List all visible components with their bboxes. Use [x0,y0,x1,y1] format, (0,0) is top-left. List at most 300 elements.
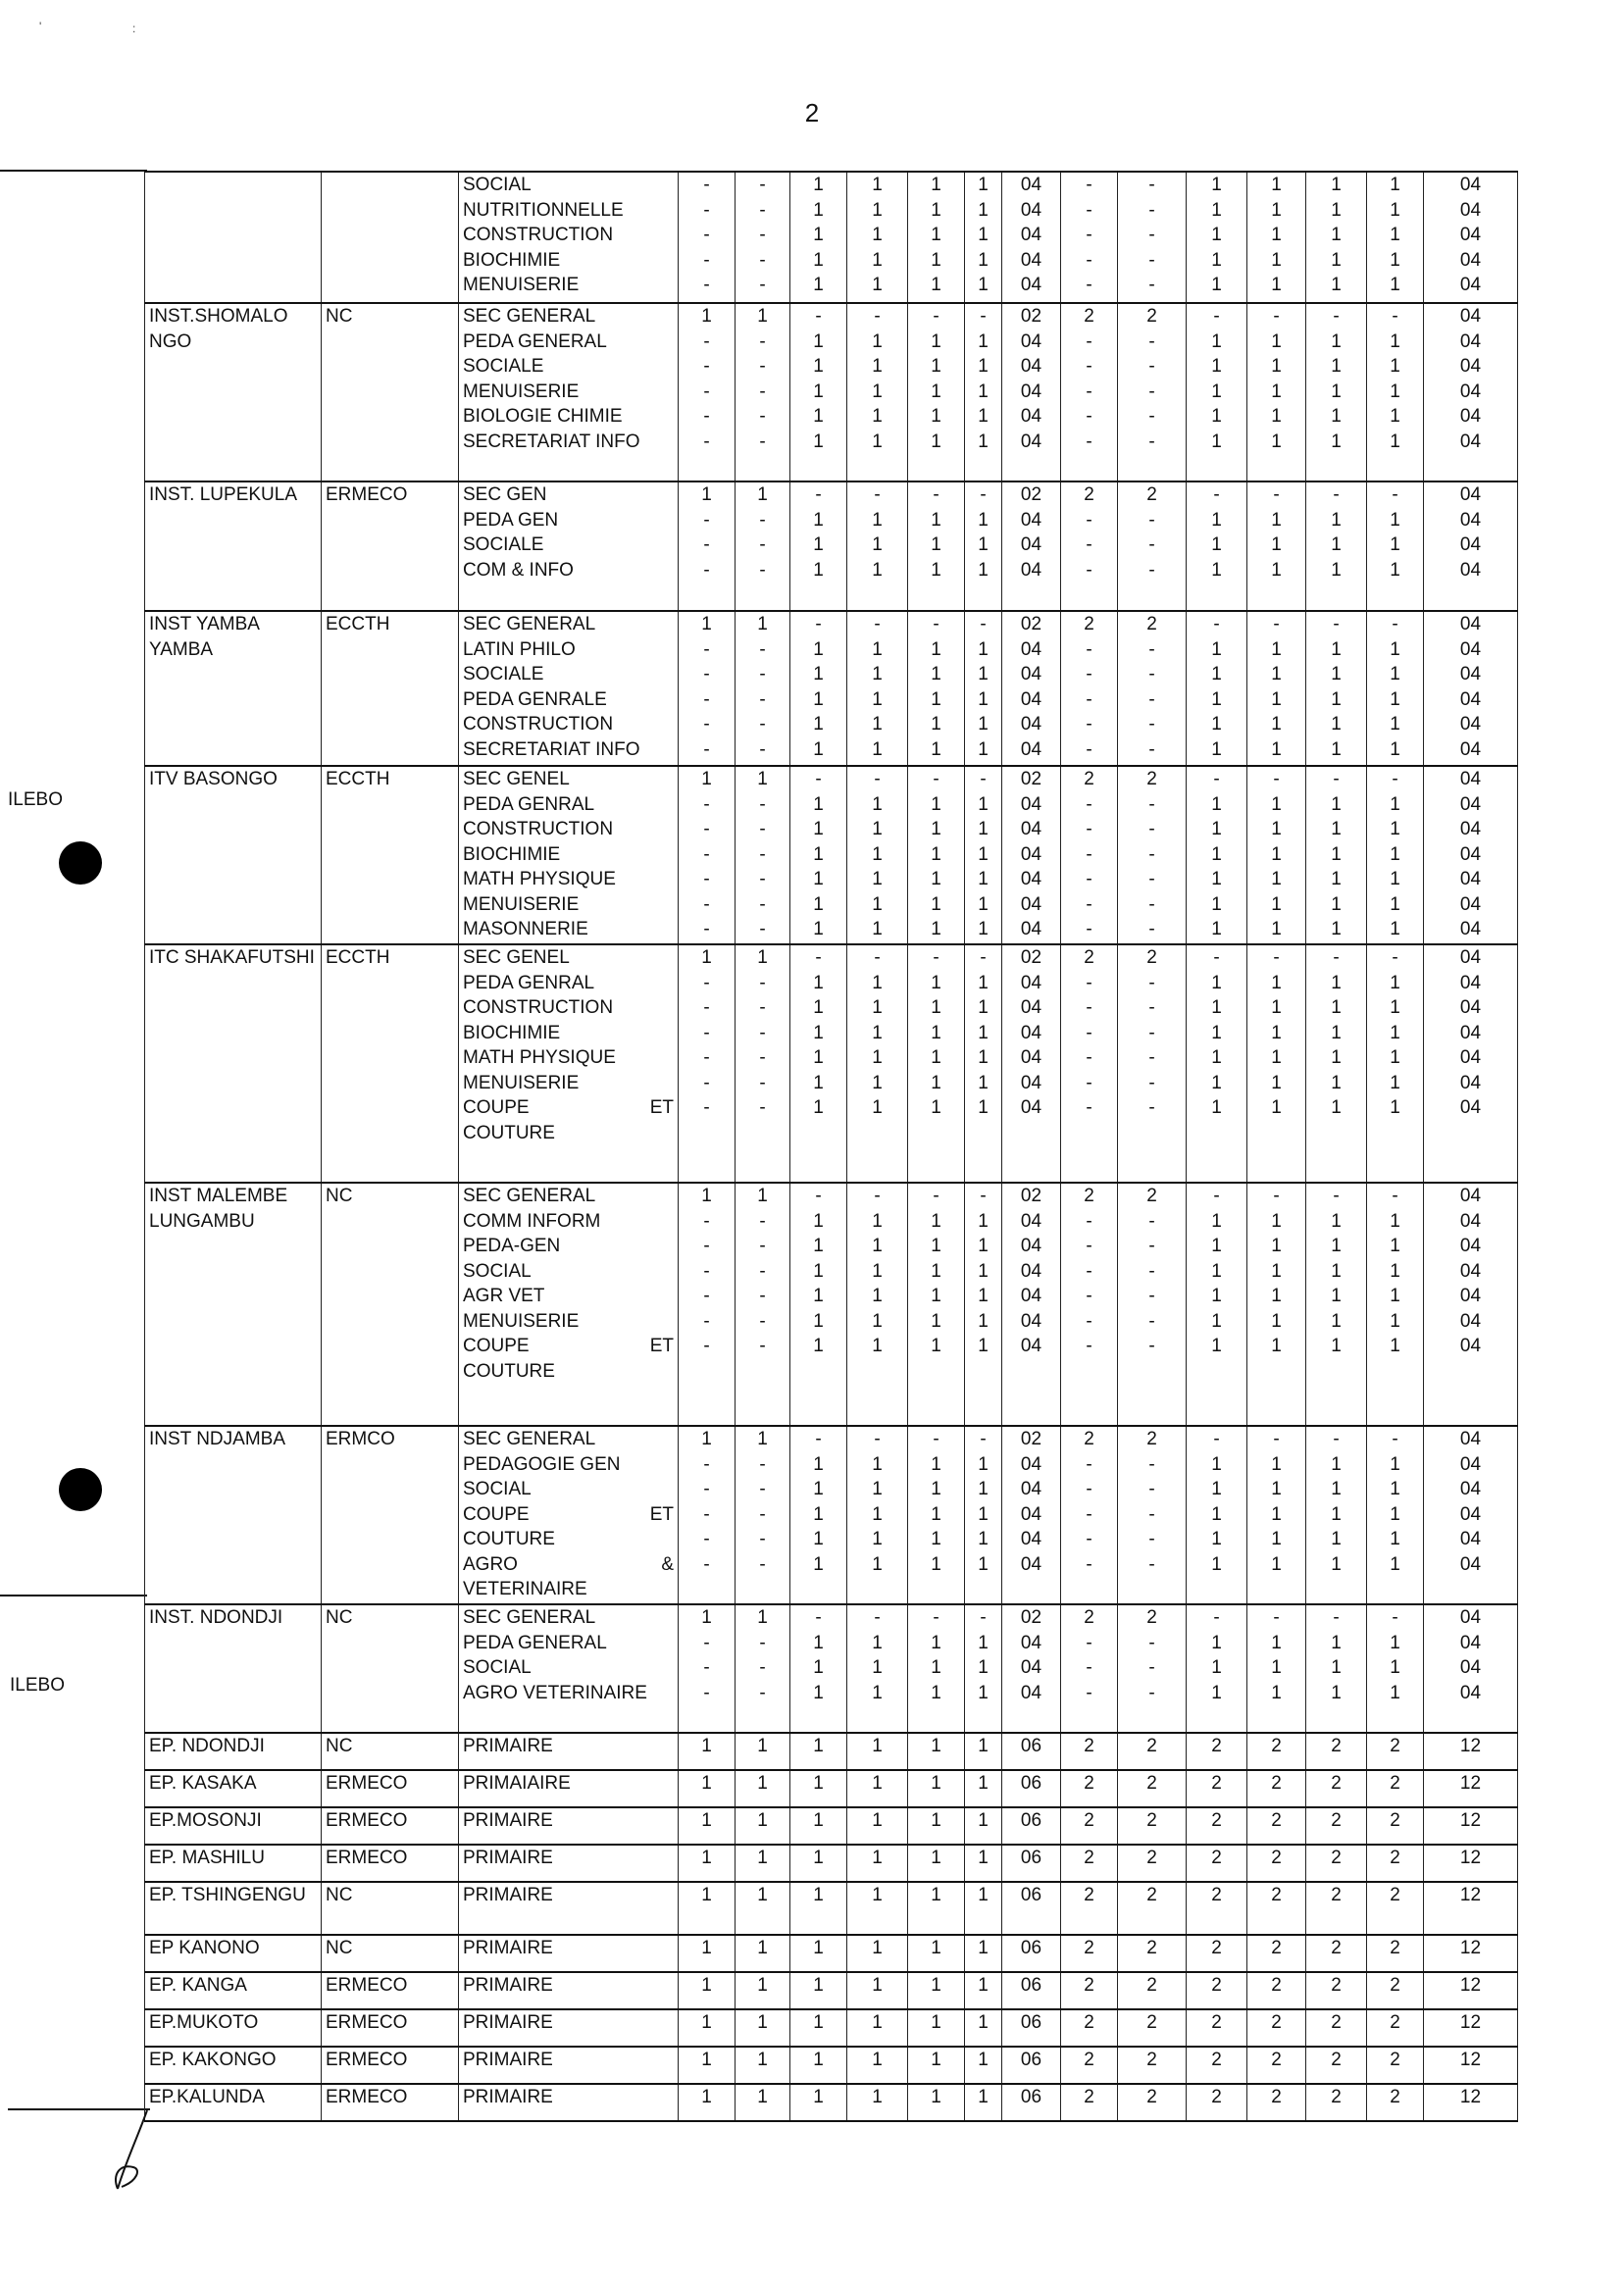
specialty-label: COMM INFORM [463,1210,601,1232]
value-cell: 2 - - - [1061,1604,1118,1733]
specialty-label: BIOCHIMIE [463,843,561,865]
specialty-label: MENUISERIE [463,380,580,402]
value-cell: 1 - - - [679,1604,736,1733]
value-cell: - 1 1 1 1 1 [790,303,847,481]
value-cell: - 1 1 1 1 1 1 [1306,1183,1367,1426]
specialties-cell [459,766,679,944]
value-cell: 06 [1002,1770,1061,1807]
value-cell: - 1 1 1 [908,481,965,611]
management-cell: NC [322,1882,459,1935]
value-cell: - 1 1 1 1 1 [1367,611,1424,766]
value-cell: 12 [1424,2009,1518,2047]
value-cell: - - - - - [736,172,790,303]
specialty-label: PEDA GENRALE [463,688,607,710]
value-cell: 04 04 04 04 04 04 04 [1424,1183,1518,1426]
value-cell: 2 [1306,1807,1367,1845]
specialty-label: COM & INFO [463,559,574,581]
value-cell: 1 1 1 1 1 [1306,172,1367,303]
value-cell: 1 [736,1935,790,1972]
value-cell: 2 - - - - - - [1061,1183,1118,1426]
school-name-cell: EP. TSHINGENGU [145,1882,322,1935]
value-cell: 12 [1424,1845,1518,1882]
value-cell: 06 [1002,1935,1061,1972]
value-cell: 1 [965,1770,1002,1807]
value-cell: 12 [1424,1807,1518,1845]
value-cell: 06 [1002,1845,1061,1882]
value-cell: - 1 1 1 1 1 1 [965,944,1002,1183]
school-name-cell: EP. KASAKA [145,1770,322,1807]
value-cell: 1 [736,1770,790,1807]
value-cell: 2 [1306,2009,1367,2047]
specialties-cell [459,1426,679,1604]
specialty-label: PRIMAIAIRE [463,1773,571,1794]
table-row [145,1770,1518,1807]
value-cell: 04 04 04 04 04 04 [1424,303,1518,481]
value-cell: 2 [1247,1935,1306,1972]
specialty-label: PRIMAIRE [463,2087,553,2107]
specialty-label: PRIMAIRE [463,1848,553,1868]
value-cell: 2 [1061,1882,1118,1935]
value-cell: 2 [1247,1807,1306,1845]
management-cell: ERMECO [322,2047,459,2084]
management-cell: ERMECO [322,2009,459,2047]
specialty-label: CONSTRUCTION [463,225,614,245]
value-cell: 1 - - - - - - [679,944,736,1183]
value-cell: 1 1 1 1 1 [790,172,847,303]
value-cell: 1 [736,1972,790,2009]
value-cell: 2 [1306,2047,1367,2084]
value-cell: 1 [790,1972,847,2009]
value-cell: 1 [847,1882,908,1935]
territory-label: ILEBO [10,1675,65,1696]
table-row [145,1183,1518,1426]
specialty-label: PRIMAIRE [463,1938,553,1958]
schools-table [144,171,1518,2122]
value-cell: 04 04 04 04 04 04 04 [1424,766,1518,944]
value-cell: 2 [1247,1882,1306,1935]
school-name-cell: EP. KAKONGO [145,2047,322,2084]
value-cell: 2 [1306,2084,1367,2121]
specialty-label: SOCIAL [463,1479,532,1499]
specialties-cell [459,303,679,481]
value-cell: 12 [1424,2047,1518,2084]
value-cell: 1 [736,1882,790,1935]
table-row [145,944,1518,1183]
specialty-label: COUPE ET [463,1097,674,1118]
management-cell: NC [322,1733,459,1770]
value-cell: - 1 1 1 1 1 [1367,303,1424,481]
value-cell: - 1 1 1 1 1 [965,1426,1002,1604]
specialty-label: SECRETARIAT INFO [463,738,640,760]
value-cell: 1 [908,2047,965,2084]
value-cell: 2 [1367,1845,1424,1882]
management-cell: ERMECO [322,1972,459,2009]
value-cell: 2 [1061,2047,1118,2084]
value-cell: - 1 1 1 [1306,481,1367,611]
value-cell: 2 [1061,2009,1118,2047]
specialty-label: SEC GEN [463,484,547,505]
specialties-cell [459,2009,679,2047]
value-cell: - 1 1 1 [1187,481,1247,611]
value-cell: 1 [965,1733,1002,1770]
specialty-label: PEDAGOGIE GEN [463,1453,621,1475]
value-cell: 2 [1367,1770,1424,1807]
management-cell: ERMECO [322,1770,459,1807]
value-cell: 1 1 1 1 1 [965,172,1002,303]
specialties-cell [459,1770,679,1807]
value-cell: 1 - - - - - [679,303,736,481]
value-cell: - 1 1 1 1 1 1 [790,1183,847,1426]
value-cell: - 1 1 1 [847,1604,908,1733]
value-cell: 1 [965,1882,1002,1935]
school-name-cell: EP. KANGA [145,1972,322,2009]
value-cell: - 1 1 1 1 1 [1367,1426,1424,1604]
value-cell: 2 [1247,2009,1306,2047]
value-cell: - 1 1 1 [1367,481,1424,611]
management-cell: ERMECO [322,1845,459,1882]
value-cell: - 1 1 1 [790,481,847,611]
value-cell: - 1 1 1 [1306,1604,1367,1733]
value-cell: 2 [1187,1882,1247,1935]
value-cell: 04 04 04 04 04 [1002,172,1061,303]
value-cell: 02 04 04 04 [1002,1604,1061,1733]
table-row [145,303,1518,481]
value-cell: 1 [965,1807,1002,1845]
specialty-label: VETERINAIRE [463,1579,587,1599]
value-cell: 1 [847,1770,908,1807]
specialty-label: SOCIAL [463,1657,532,1678]
specialty-label: CONSTRUCTION [463,714,614,735]
value-cell: 1 [790,2084,847,2121]
value-cell: 1 [965,2009,1002,2047]
value-cell: 2 [1118,1845,1187,1882]
value-cell: 2 [1118,2084,1187,2121]
left-rule [0,170,147,172]
specialty-label: SOCIALE [463,356,544,377]
value-cell: 2 [1247,1770,1306,1807]
value-cell: 1 - - - [736,1604,790,1733]
value-cell: - 1 1 1 1 1 1 [847,766,908,944]
value-cell: 04 04 04 04 04 04 [1424,611,1518,766]
table-row [145,1845,1518,1882]
school-name-cell: EP.KALUNDA [145,2084,322,2121]
scan-mark: : [132,22,136,35]
specialty-label: MASONNERIE [463,919,588,939]
management-cell: ECCTH [322,944,459,1183]
value-cell: 1 [847,1935,908,1972]
value-cell: 1 [965,2047,1002,2084]
value-cell: 2 [1061,1845,1118,1882]
value-cell: 1 [679,2047,736,2084]
punch-hole [59,841,102,885]
value-cell: - 1 1 1 [1247,481,1306,611]
management-cell: ERMECO [322,1807,459,1845]
specialties-cell [459,1882,679,1935]
value-cell: 1 [790,2047,847,2084]
value-cell: 1 [790,1845,847,1882]
specialty-label: BIOLOGIE CHIMIE [463,406,623,427]
value-cell: 2 - - - - - - [1118,1183,1187,1426]
value-cell: 1 [679,1733,736,1770]
value-cell: - 1 1 1 1 1 [1247,611,1306,766]
table-row [145,481,1518,611]
value-cell: 04 04 04 04 [1424,1604,1518,1733]
value-cell: 04 04 04 04 [1424,481,1518,611]
management-cell [322,172,459,303]
value-cell: 1 - - - - - [736,611,790,766]
specialty-label: SEC GENERAL [463,1607,596,1628]
value-cell: 2 - - - - - - [1061,944,1118,1183]
value-cell: 2 [1187,1845,1247,1882]
value-cell: 2 [1061,1972,1118,2009]
value-cell: 1 [965,1935,1002,1972]
value-cell: - 1 1 1 1 1 [1247,1426,1306,1604]
value-cell: - 1 1 1 1 1 1 [1306,766,1367,944]
specialties-cell [459,1733,679,1770]
table-row [145,766,1518,944]
value-cell: - 1 1 1 1 1 [1306,303,1367,481]
table-row [145,1807,1518,1845]
value-cell: 1 [908,1845,965,1882]
value-cell: 02 04 04 04 04 04 [1002,611,1061,766]
value-cell: - 1 1 1 1 1 1 [790,766,847,944]
value-cell: - 1 1 1 1 1 [908,303,965,481]
value-cell: 2 [1247,2084,1306,2121]
value-cell: 02 04 04 04 [1002,481,1061,611]
value-cell: 1 [736,1845,790,1882]
value-cell: 1 [679,1770,736,1807]
management-cell: ERMECO [322,481,459,611]
value-cell: - 1 1 1 [1367,1604,1424,1733]
value-cell: 2 [1187,1935,1247,1972]
value-cell: 1 [908,1770,965,1807]
value-cell: 1 [908,1935,965,1972]
value-cell: 1 - - - [736,481,790,611]
value-cell: 1 [679,1845,736,1882]
specialties-cell [459,1183,679,1426]
value-cell: 1 [847,1807,908,1845]
value-cell: 1 [679,2009,736,2047]
school-name-cell: ITV BASONGO [145,766,322,944]
value-cell: 06 [1002,2047,1061,2084]
value-cell: 1 - - - - - [679,1426,736,1604]
punch-hole [59,1468,102,1511]
value-cell: - 1 1 1 1 1 [790,611,847,766]
specialties-cell [459,2047,679,2084]
territory-label: ILEBO [8,789,63,810]
value-cell: - 1 1 1 [965,481,1002,611]
specialty-label: SEC GENERAL [463,1429,596,1449]
value-cell: - 1 1 1 1 1 [1187,303,1247,481]
value-cell: 06 [1002,1733,1061,1770]
value-cell: 1 [847,1845,908,1882]
value-cell: 2 [1118,1935,1187,1972]
specialty-label: PRIMAIRE [463,1736,553,1756]
specialty-label: SOCIAL [463,1260,532,1282]
value-cell: - 1 1 1 [965,1604,1002,1733]
value-cell: 2 [1187,2047,1247,2084]
value-cell: 1 [908,1807,965,1845]
table-row [145,1935,1518,1972]
specialties-cell [459,1935,679,1972]
management-cell: NC [322,303,459,481]
specialty-label: PRIMAIRE [463,1885,553,1905]
value-cell: - 1 1 1 1 1 [1306,1426,1367,1604]
value-cell: 1 [736,1807,790,1845]
value-cell: 1 1 1 1 1 [1367,172,1424,303]
value-cell: 1 [736,1733,790,1770]
value-cell: 2 [1118,1770,1187,1807]
value-cell: 1 1 1 1 1 [908,172,965,303]
value-cell: 2 [1247,1733,1306,1770]
specialty-label: LATIN PHILO [463,638,576,660]
specialty-label: MATH PHYSIQUE [463,1047,616,1068]
table-row [145,1882,1518,1935]
value-cell: - - - - - [679,172,736,303]
value-cell: 2 - - - - - [1061,1426,1118,1604]
table-row [145,611,1518,766]
specialties-cell [459,2084,679,2121]
value-cell: - 1 1 1 1 1 [908,611,965,766]
specialty-label: SEC GENERAL [463,306,596,327]
value-cell: 12 [1424,1882,1518,1935]
value-cell: - 1 1 1 [1247,1604,1306,1733]
value-cell: 1 [847,2009,908,2047]
value-cell: 1 - - - [679,481,736,611]
table-row [145,1604,1518,1733]
value-cell: 2 [1187,1972,1247,2009]
value-cell: 2 - - - - - [1118,611,1187,766]
specialty-label: BIOCHIMIE [463,1022,561,1043]
value-cell: 2 [1118,1807,1187,1845]
school-name-cell: EP.MOSONJI [145,1807,322,1845]
table-row [145,1972,1518,2009]
value-cell: 2 [1367,2009,1424,2047]
specialty-label: PEDA GENERAL [463,330,607,352]
specialty-label: AGRO & [463,1553,674,1575]
value-cell: 1 1 1 1 1 [847,172,908,303]
specialty-label: PEDA-GEN [463,1236,561,1256]
school-name-cell: INST.SHOMALO NGO [145,303,322,481]
value-cell: 1 [790,1935,847,1972]
signature-mark [108,2108,167,2197]
value-cell: 2 [1306,1733,1367,1770]
specialty-label: MENUISERIE [463,1072,580,1093]
specialty-label: COUTURE [463,1529,555,1549]
table-row [145,2084,1518,2121]
value-cell: - 1 1 1 1 1 1 [790,944,847,1183]
value-cell: 12 [1424,1972,1518,2009]
specialties-cell [459,172,679,303]
value-cell: 02 04 04 04 04 04 [1002,1426,1061,1604]
value-cell: 2 [1187,1807,1247,1845]
value-cell: 02 04 04 04 04 04 04 [1002,944,1061,1183]
school-name-cell: INST. LUPEKULA [145,481,322,611]
specialty-label: SECRETARIAT INFO [463,431,640,452]
value-cell: 2 [1061,1935,1118,1972]
specialty-label: MENUISERIE [463,1310,580,1332]
specialty-label: SEC GENEL [463,769,570,789]
value-cell: 2 [1187,2084,1247,2121]
value-cell: 1 [736,2047,790,2084]
value-cell: 1 [908,1972,965,2009]
specialty-label: AGR VET [463,1286,545,1306]
page-number: 2 [804,98,820,127]
value-cell: 2 [1367,1972,1424,2009]
school-name-cell: EP. NDONDJI [145,1733,322,1770]
specialties-cell [459,611,679,766]
value-cell: 2 [1061,1770,1118,1807]
value-cell: 2 [1118,2047,1187,2084]
value-cell: 1 [908,1882,965,1935]
value-cell: 2 [1118,1972,1187,2009]
value-cell: 2 [1306,1935,1367,1972]
value-cell: - 1 1 1 1 1 1 [1247,944,1306,1183]
table-row [145,2009,1518,2047]
value-cell: - 1 1 1 1 1 [1247,303,1306,481]
value-cell: 2 - - - - - [1118,303,1187,481]
specialty-label: MATH PHYSIQUE [463,869,616,889]
value-cell: 1 [847,2084,908,2121]
school-name-cell [145,172,322,303]
value-cell: 1 [679,1935,736,1972]
specialty-label: PEDA GENRAL [463,972,595,993]
value-cell: 12 [1424,1770,1518,1807]
value-cell: 06 [1002,2084,1061,2121]
value-cell: 2 - - - [1118,1604,1187,1733]
value-cell: - 1 1 1 1 1 1 [847,944,908,1183]
value-cell: 12 [1424,2084,1518,2121]
scan-mark: ' [39,20,42,33]
specialty-label: SOCIAL [463,175,532,195]
school-name-cell: EP.MUKOTO [145,2009,322,2047]
value-cell: 1 [736,2084,790,2121]
value-cell: - 1 1 1 1 1 1 [1247,1183,1306,1426]
value-cell: - 1 1 1 1 1 [847,303,908,481]
value-cell: 1 [679,1972,736,2009]
value-cell: - 1 1 1 1 1 1 [1367,1183,1424,1426]
management-cell: ECCTH [322,611,459,766]
value-cell: 04 04 04 04 04 [1424,172,1518,303]
value-cell: - 1 1 1 1 1 [1306,611,1367,766]
value-cell: 12 [1424,1733,1518,1770]
management-cell: ERMECO [322,2084,459,2121]
value-cell: 1 - - - - - [736,303,790,481]
value-cell: 2 - - - - - [1061,303,1118,481]
value-cell: - 1 1 1 1 1 1 [1367,766,1424,944]
specialties-cell [459,481,679,611]
specialty-label: CONSTRUCTION [463,819,614,839]
value-cell: 1 [965,2084,1002,2121]
value-cell: 1 [908,1733,965,1770]
school-name-cell: EP. MASHILU [145,1845,322,1882]
value-cell: 2 [1367,1935,1424,1972]
value-cell: - 1 1 1 [908,1604,965,1733]
value-cell: 1 [847,2047,908,2084]
management-cell: NC [322,1183,459,1426]
specialty-label: SEC GENERAL [463,614,596,634]
value-cell: 06 [1002,1807,1061,1845]
value-cell: 02 04 04 04 04 04 04 [1002,766,1061,944]
specialty-label: SEC GENERAL [463,1186,596,1206]
value-cell: 2 [1118,1733,1187,1770]
value-cell: 1 [847,1733,908,1770]
value-cell: - 1 1 1 1 1 1 [1306,944,1367,1183]
value-cell: 1 - - - - - - [679,1183,736,1426]
value-cell: 2 [1187,1770,1247,1807]
value-cell: 2 [1367,2047,1424,2084]
value-cell: - 1 1 1 1 1 1 [847,1183,908,1426]
